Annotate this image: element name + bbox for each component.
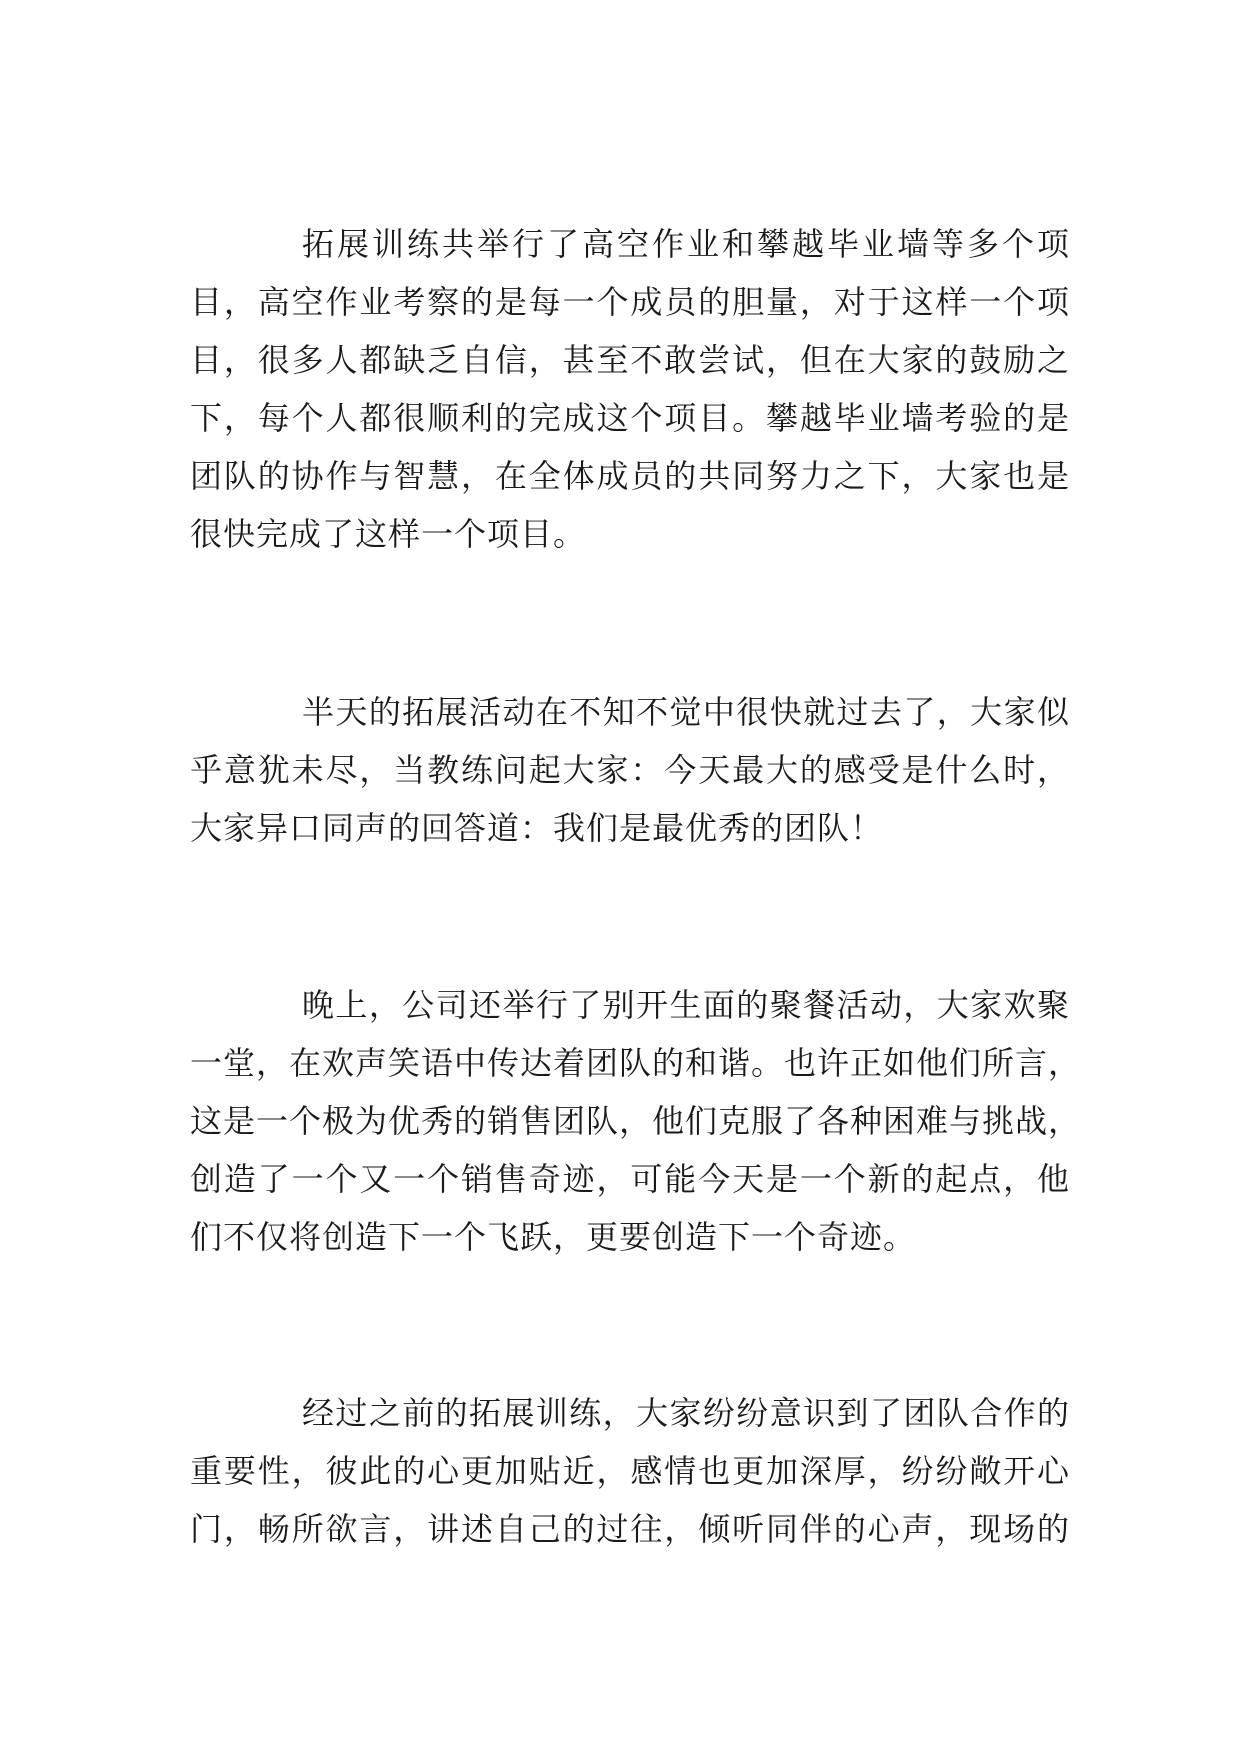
paragraph-line: 半天的拓展活动在不知不觉中很快就过去了，大家似 <box>302 693 1070 731</box>
paragraph-line: 这是一个极为优秀的销售团队，他们克服了各种困难与挑战， <box>190 1102 1082 1140</box>
paragraph-line: 目，高空作业考察的是每一个成员的胆量，对于这样一个项 <box>190 283 1070 321</box>
paragraph-line: 门，畅所欲言，讲述自己的过往，倾听同伴的心声，现场的 <box>190 1510 1070 1548</box>
paragraph-line: 团队的协作与智慧，在全体成员的共同努力之下，大家也是 <box>190 457 1070 495</box>
paragraph-line: 重要性，彼此的心更加贴近，感情也更加深厚，纷纷敞开心 <box>190 1452 1070 1490</box>
paragraph-line: 经过之前的拓展训练，大家纷纷意识到了团队合作的 <box>302 1394 1070 1432</box>
paragraph-line: 乎意犹未尽，当教练问起大家：今天最大的感受是什么时， <box>190 751 1070 789</box>
paragraph-2 <box>190 683 1070 857</box>
paragraph-1 <box>190 215 1070 563</box>
paragraph-line: 一堂，在欢声笑语中传达着团队的和谐。也许正如他们所言， <box>190 1044 1082 1082</box>
paragraph-line: 很快完成了这样一个项目。 <box>190 515 587 553</box>
paragraph-line: 创造了一个又一个销售奇迹，可能今天是一个新的起点，他 <box>190 1160 1070 1198</box>
paragraph-4 <box>190 1384 1070 1558</box>
paragraph-line: 晚上，公司还举行了别开生面的聚餐活动，大家欢聚 <box>302 986 1070 1024</box>
paragraph-line: 拓展训练共举行了高空作业和攀越毕业墙等多个项 <box>302 225 1070 263</box>
paragraph-line: 下，每个人都很顺利的完成这个项目。攀越毕业墙考验的是 <box>190 399 1070 437</box>
paragraph-3 <box>190 976 1082 1266</box>
paragraph-line: 目，很多人都缺乏自信，甚至不敢尝试，但在大家的鼓励之 <box>190 341 1070 379</box>
paragraph-line: 大家异口同声的回答道：我们是最优秀的团队！ <box>190 809 884 847</box>
paragraph-line: 们不仅将创造下一个飞跃，更要创造下一个奇迹。 <box>190 1218 917 1256</box>
